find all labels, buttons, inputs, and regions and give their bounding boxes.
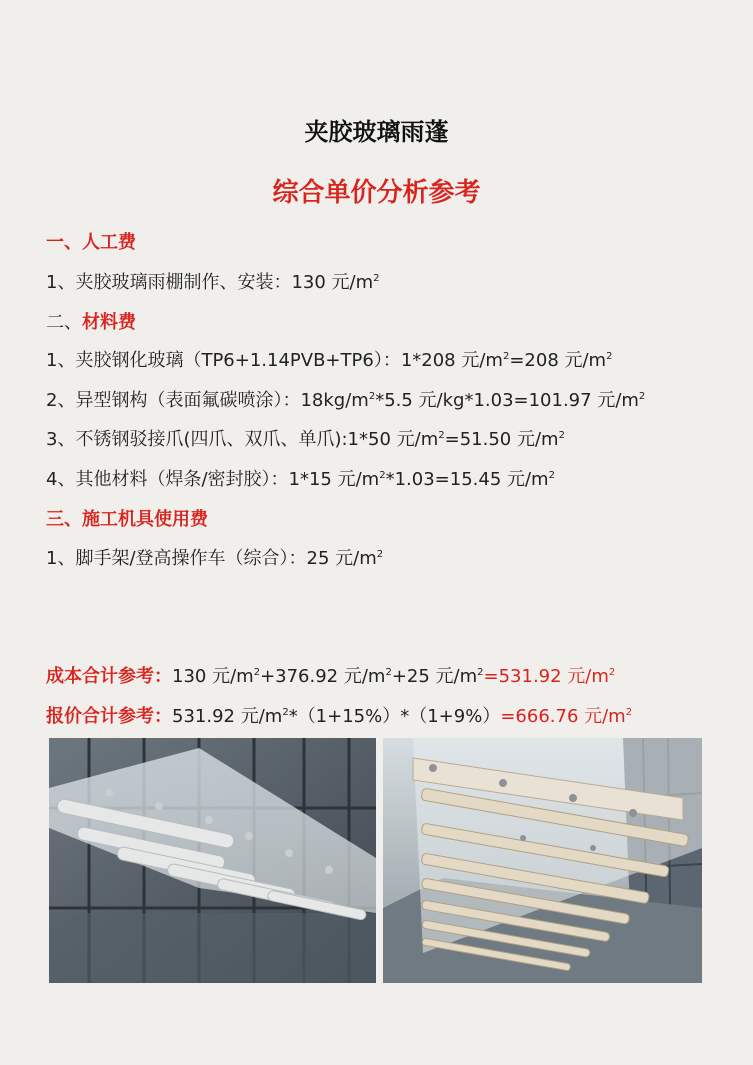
materials-item-1 (46, 346, 612, 372)
labor-item-1-text: 1、夹胶玻璃雨棚制作、安装：130 元/m (46, 272, 374, 293)
canopy-photo-right-illustration (383, 738, 702, 983)
superscript: 2 (608, 667, 616, 678)
section-labor-heading: 一、人工费 (46, 232, 136, 253)
machinery-item-1-text: 1、脚手架/登高操作车（综合）：25 元/m (46, 548, 377, 569)
superscript: 2 (373, 273, 380, 284)
section-materials-heading (46, 308, 136, 334)
materials-item-3-part-a: 3、不锈钢驳接爪(四爪、双爪、单爪):1*50 元/m (46, 429, 439, 450)
superscript: 2 (548, 470, 555, 481)
cost-total-part-3: +25 元/m (391, 666, 478, 687)
cost-total-result: =531.92 元/m (483, 666, 609, 687)
superscript: 2 (625, 707, 633, 718)
materials-item-1-part-b: =208 元/m (509, 350, 607, 371)
superscript: 2 (477, 667, 484, 678)
section-machinery-heading: 三、施工机具使用费 (46, 509, 208, 530)
materials-item-4 (46, 465, 555, 491)
superscript: 2 (438, 430, 445, 441)
cost-total-line (46, 662, 615, 688)
quote-total-result: =666.76 元/m (500, 706, 626, 727)
superscript: 2 (253, 667, 261, 678)
quote-total-line (46, 702, 632, 728)
superscript: 2 (379, 470, 386, 481)
materials-item-2-part-a: 2、异型钢构（表面氟碳喷涂）：18kg/m (46, 390, 369, 411)
cost-total-part-1: 130 元/m (172, 666, 254, 687)
materials-item-4-part-a: 4、其他材料（焊条/密封胶）：1*15 元/m (46, 469, 380, 490)
materials-item-2-part-b: *5.5 元/kg*1.03=101.97 元/m (375, 390, 639, 411)
section-materials-number: 二、 (46, 312, 82, 333)
superscript: 2 (638, 391, 646, 402)
superscript: 2 (606, 351, 613, 362)
materials-item-4-part-b: *1.03=15.45 元/m (385, 469, 549, 490)
quote-total-part-1: 531.92 元/m (172, 706, 283, 727)
machinery-item-1 (46, 544, 383, 570)
canopy-photo-left (49, 738, 376, 983)
superscript: 2 (502, 351, 510, 362)
superscript: 2 (376, 549, 384, 560)
document-subtitle: 综合单价分析参考 (272, 178, 481, 208)
materials-item-2 (46, 386, 645, 412)
superscript: 2 (282, 707, 289, 718)
document-title: 夹胶玻璃雨蓬 (304, 118, 449, 146)
labor-item-1 (46, 268, 380, 294)
superscript: 2 (368, 391, 376, 402)
quote-total-part-2: *（1+15%）*（1+9%） (288, 706, 501, 727)
superscript: 2 (385, 667, 392, 678)
superscript: 2 (558, 430, 565, 441)
quote-total-label: 报价合计参考： (46, 706, 172, 727)
canopy-photo-left-illustration (49, 738, 376, 983)
materials-item-3-part-b: =51.50 元/m (444, 429, 559, 450)
canopy-photo-right (383, 738, 702, 983)
cost-total-label: 成本合计参考： (46, 666, 172, 687)
cost-total-part-2: +376.92 元/m (260, 666, 386, 687)
materials-item-3 (46, 425, 565, 451)
materials-item-1-part-a: 1、夹胶钢化玻璃（TP6+1.14PVB+TP6）：1*208 元/m (46, 350, 503, 371)
section-materials-title: 材料费 (82, 312, 136, 333)
